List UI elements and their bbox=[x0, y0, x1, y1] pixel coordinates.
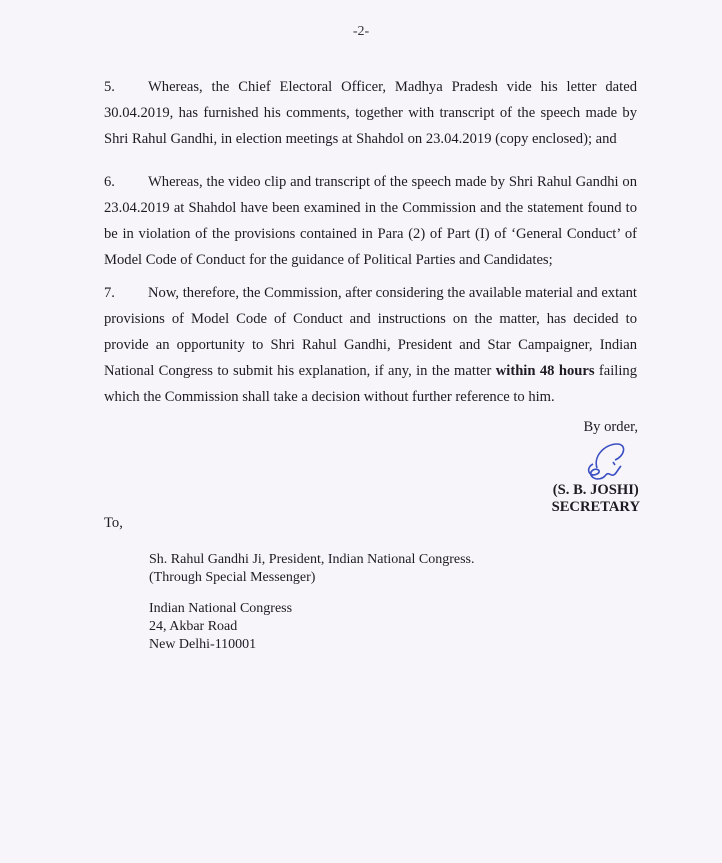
delivery-note: (Through Special Messenger) bbox=[149, 570, 316, 585]
paragraph-number: 7. bbox=[104, 285, 115, 301]
recipient-block bbox=[149, 551, 474, 587]
paragraph-text: Now, therefore, the Commission, after considering the available material and extant provisions of Model Code of Conduct and instructions on the matter, has decided to provide an opportunity to Shri Rahul Gandhi, President and Star Campaigner, Indian National Congress to submit his explanation, if any, in the matter bbox=[104, 285, 637, 379]
by-order-label: By order, bbox=[583, 419, 638, 435]
signatory-name: (S. B. JOSHI) bbox=[552, 482, 639, 498]
signatory-block bbox=[552, 482, 640, 516]
address-block bbox=[149, 600, 292, 654]
paragraph-number: 6. bbox=[104, 174, 115, 190]
paragraph-text: Whereas, the Chief Electoral Officer, Madhya Pradesh vide his letter dated 30.04.2019, has furnished his comments, together with transcript of the speech made by Shri Rahul Gandhi, in election meetings at Shahdol on 23.04.2019 (copy enclosed); and bbox=[104, 79, 637, 147]
page-number: -2- bbox=[352, 24, 370, 39]
address-line: 24, Akbar Road bbox=[149, 619, 238, 634]
paragraph-number: 5. bbox=[104, 79, 115, 95]
signatory-title: SECRETARY bbox=[551, 499, 640, 515]
paragraph-7 bbox=[104, 280, 637, 410]
address-line: Indian National Congress bbox=[149, 601, 293, 616]
to-label: To, bbox=[104, 515, 123, 531]
address-line: New Delhi-110001 bbox=[149, 637, 257, 652]
paragraph-5 bbox=[104, 74, 637, 152]
paragraph-6 bbox=[104, 169, 637, 273]
paragraph-text-continued: failing which the Commission shall take a decision without further reference to him. bbox=[104, 363, 638, 405]
paragraph-text: Whereas, the video clip and transcript of the speech made by Shri Rahul Gandhi on 23.04.2019 at Shahdol have been examined in the Commission and the statement found to be in violation of the provisions contained in Para (2) of Part (I) of ‘General Conduct’ of Model Code of Conduct for the guidance of Political Parties and Candidates; bbox=[104, 174, 637, 268]
recipient-line: Sh. Rahul Gandhi Ji, President, Indian National Congress. bbox=[149, 552, 475, 567]
signature-icon bbox=[575, 438, 635, 488]
deadline-emphasis: within 48 hours bbox=[495, 363, 595, 379]
